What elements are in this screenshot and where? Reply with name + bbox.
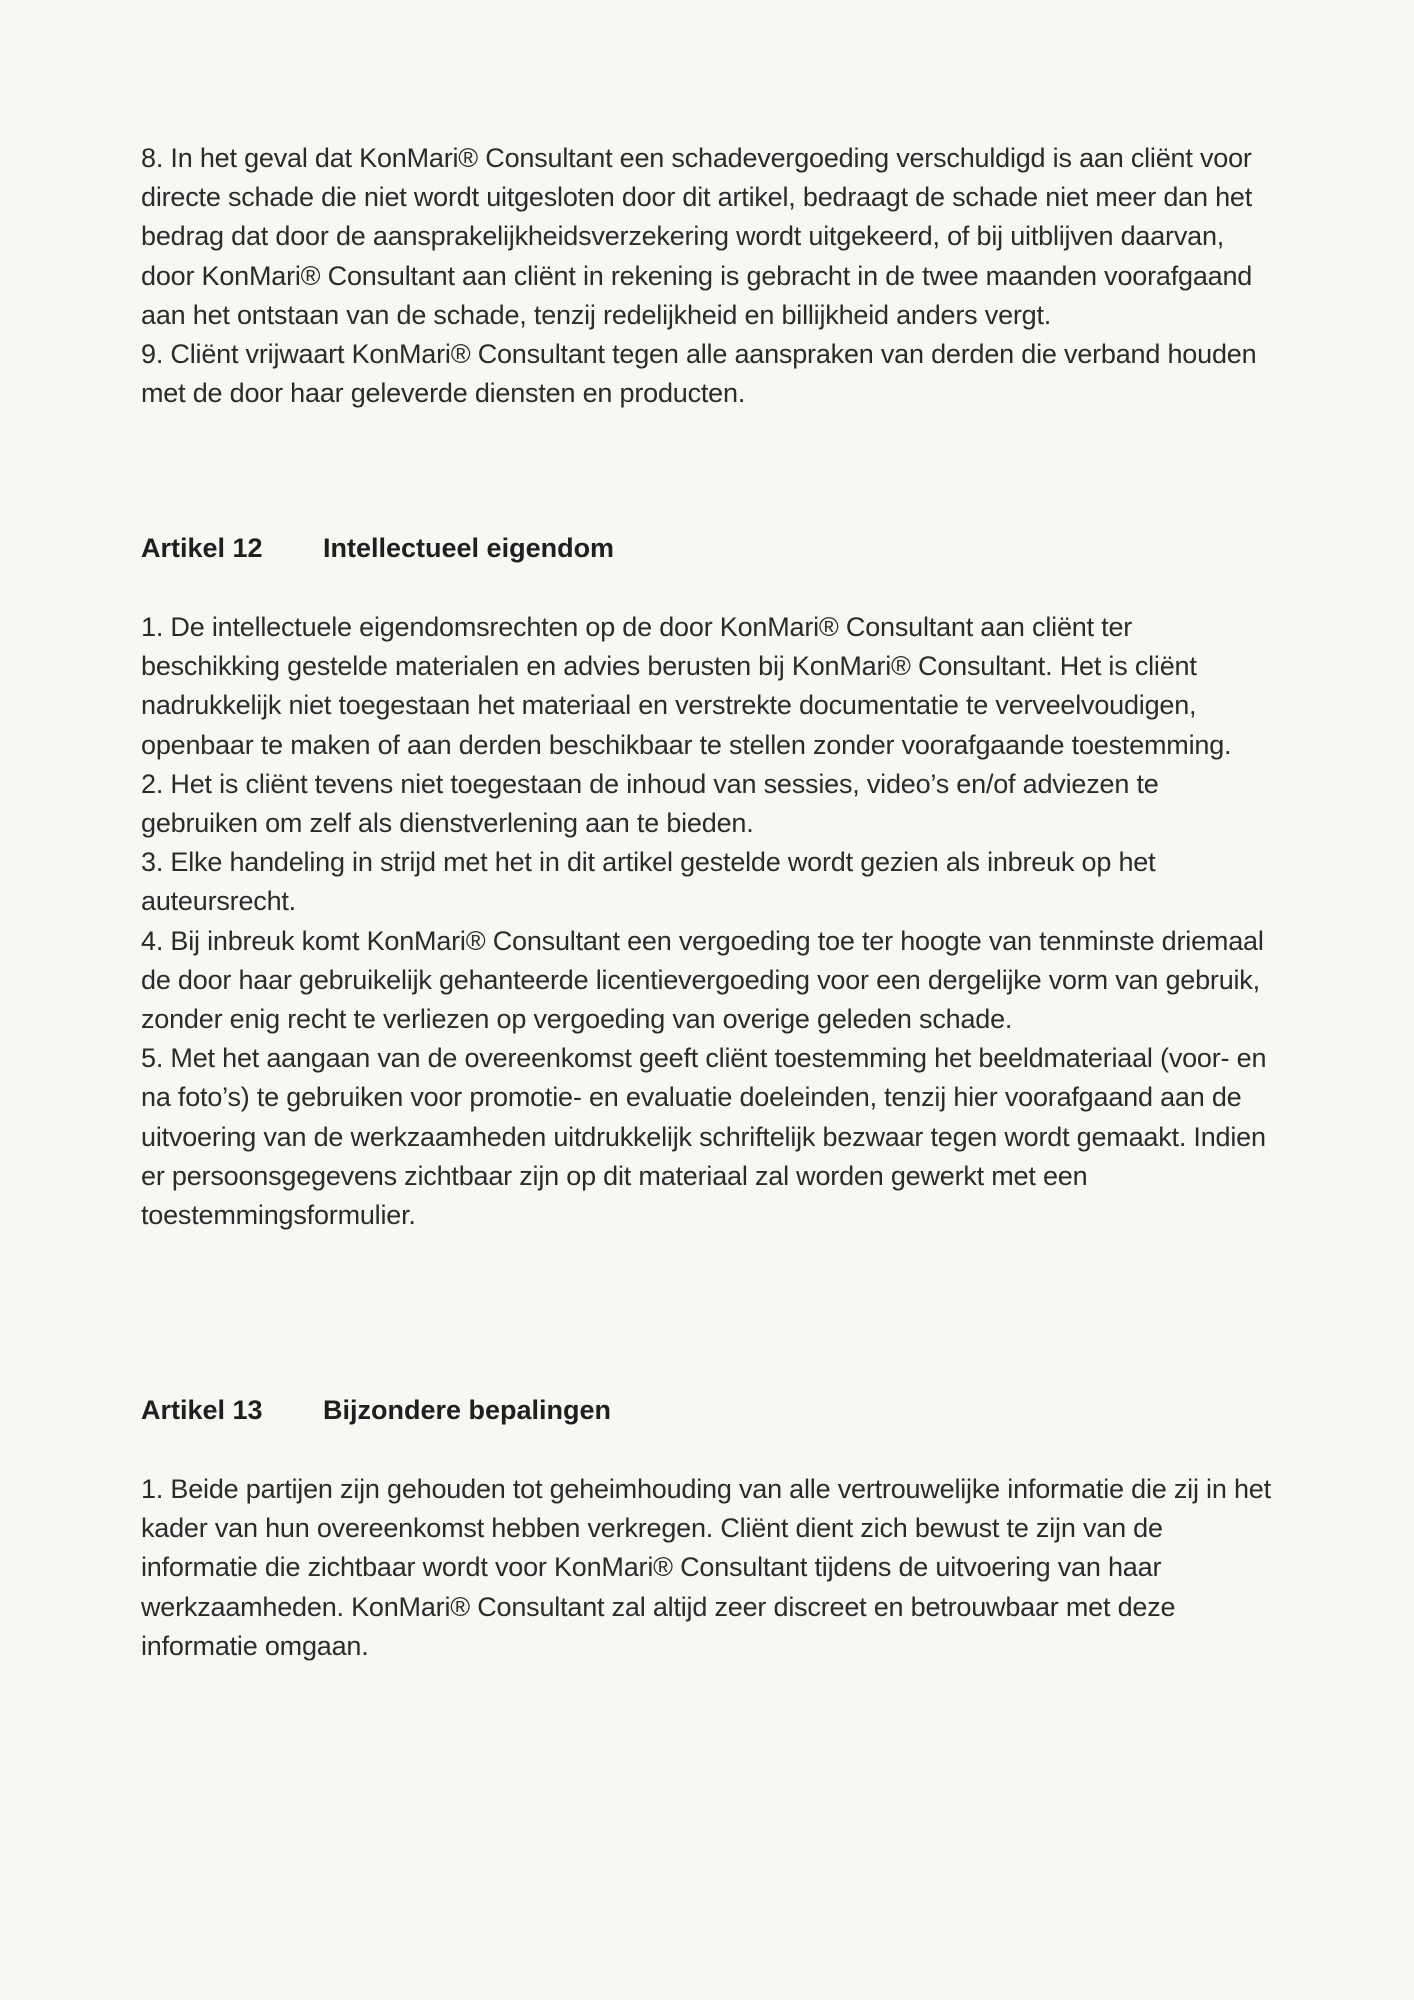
- article-12-title: Intellectueel eigendom: [323, 533, 615, 563]
- article-12-body: [141, 608, 1276, 1235]
- article-13-body: [141, 1470, 1276, 1666]
- clause-12-2: 2. Het is cliënt tevens niet toegestaan de inhoud van sessies, video’s en/of adviezen te gebruiken om zelf als dienstverlening aan te bieden.: [141, 768, 1159, 839]
- article-13-title: Bijzondere bepalingen: [323, 1395, 612, 1425]
- clause-11-9: 9. Cliënt vrijwaart KonMari® Consultant tegen alle aanspraken van derden die verband houden met de door haar geleverde diensten en producten.: [141, 339, 1257, 409]
- clause-12-4: 4. Bij inbreuk komt KonMari® Consultant een vergoeding toe ter hoogte van tenminste driemaal de door haar gebruikelijk gehanteerde licentievergoeding voor een dergelijke vorm van gebruik, zonder enig recht te verliezen op vergoeding van overige geleden schade.: [141, 925, 1264, 1035]
- clause-12-3: 3. Elke handeling in strijd met het in dit artikel gestelde wordt gezien als inbreuk op het auteursrecht.: [141, 847, 1156, 917]
- article-12-number: Artikel 12: [141, 533, 263, 563]
- clause-11-8: 8. In het geval dat KonMari® Consultant een schadevergoeding verschuldigd is aan cliënt voor directe schade die niet wordt uitgesloten door dit artikel, bedraagt de schade niet meer dan het bedrag dat door de aansprakelijkheidsverzekering wordt uitgekeerd, of bij uitblijven daarvan, door KonMari® Consultant aan cliënt in rekening is gebracht in de twee maanden voorafgaand aan het ontstaan van de schade, tenzij redelijkheid en billijkheid anders vergt.: [141, 143, 1253, 330]
- clause-12-1: 1. De intellectuele eigendomsrechten op de door KonMari® Consultant aan cliënt ter beschikking gestelde materialen en advies berusten bij KonMari® Consultant. Het is cliënt nadrukkelijk niet toegestaan het materiaal en verstrekte documentatie te verveelvoudigen, openbaar te maken of aan derden beschikbaar te stellen zonder voorafgaande toestemming.: [141, 612, 1232, 760]
- clause-12-5: 5. Met het aangaan van de overeenkomst geeft cliënt toestemming het beeldmateriaal (voor- en na foto’s) te gebruiken voor promotie- en evaluatie doeleinden, tenzij hier voorafgaand aan de uitvoering van de werkzaamheden uitdrukkelijk schriftelijk bezwaar tegen wordt gemaakt. Indien er persoonsgegevens zichtbaar zijn op dit materiaal zal worden gewerkt met een toestemmingsformulier.: [141, 1043, 1267, 1231]
- article-13-heading: [141, 1391, 1276, 1430]
- article-13-number: Artikel 13: [141, 1395, 263, 1425]
- article-12-heading: [141, 529, 1276, 568]
- article-11-continued: [141, 139, 1276, 413]
- clause-13-1: 1. Beide partijen zijn gehouden tot geheimhouding van alle vertrouwelijke informatie die zij in het kader van hun overeenkomst hebben verkregen. Cliënt dient zich bewust te zijn van de informatie die zichtbaar wordt voor KonMari® Consultant tijdens de uitvoering van haar werkzaamheden. KonMari® Consultant zal altijd zeer discreet en betrouwbaar met deze informatie omgaan.: [141, 1474, 1271, 1661]
